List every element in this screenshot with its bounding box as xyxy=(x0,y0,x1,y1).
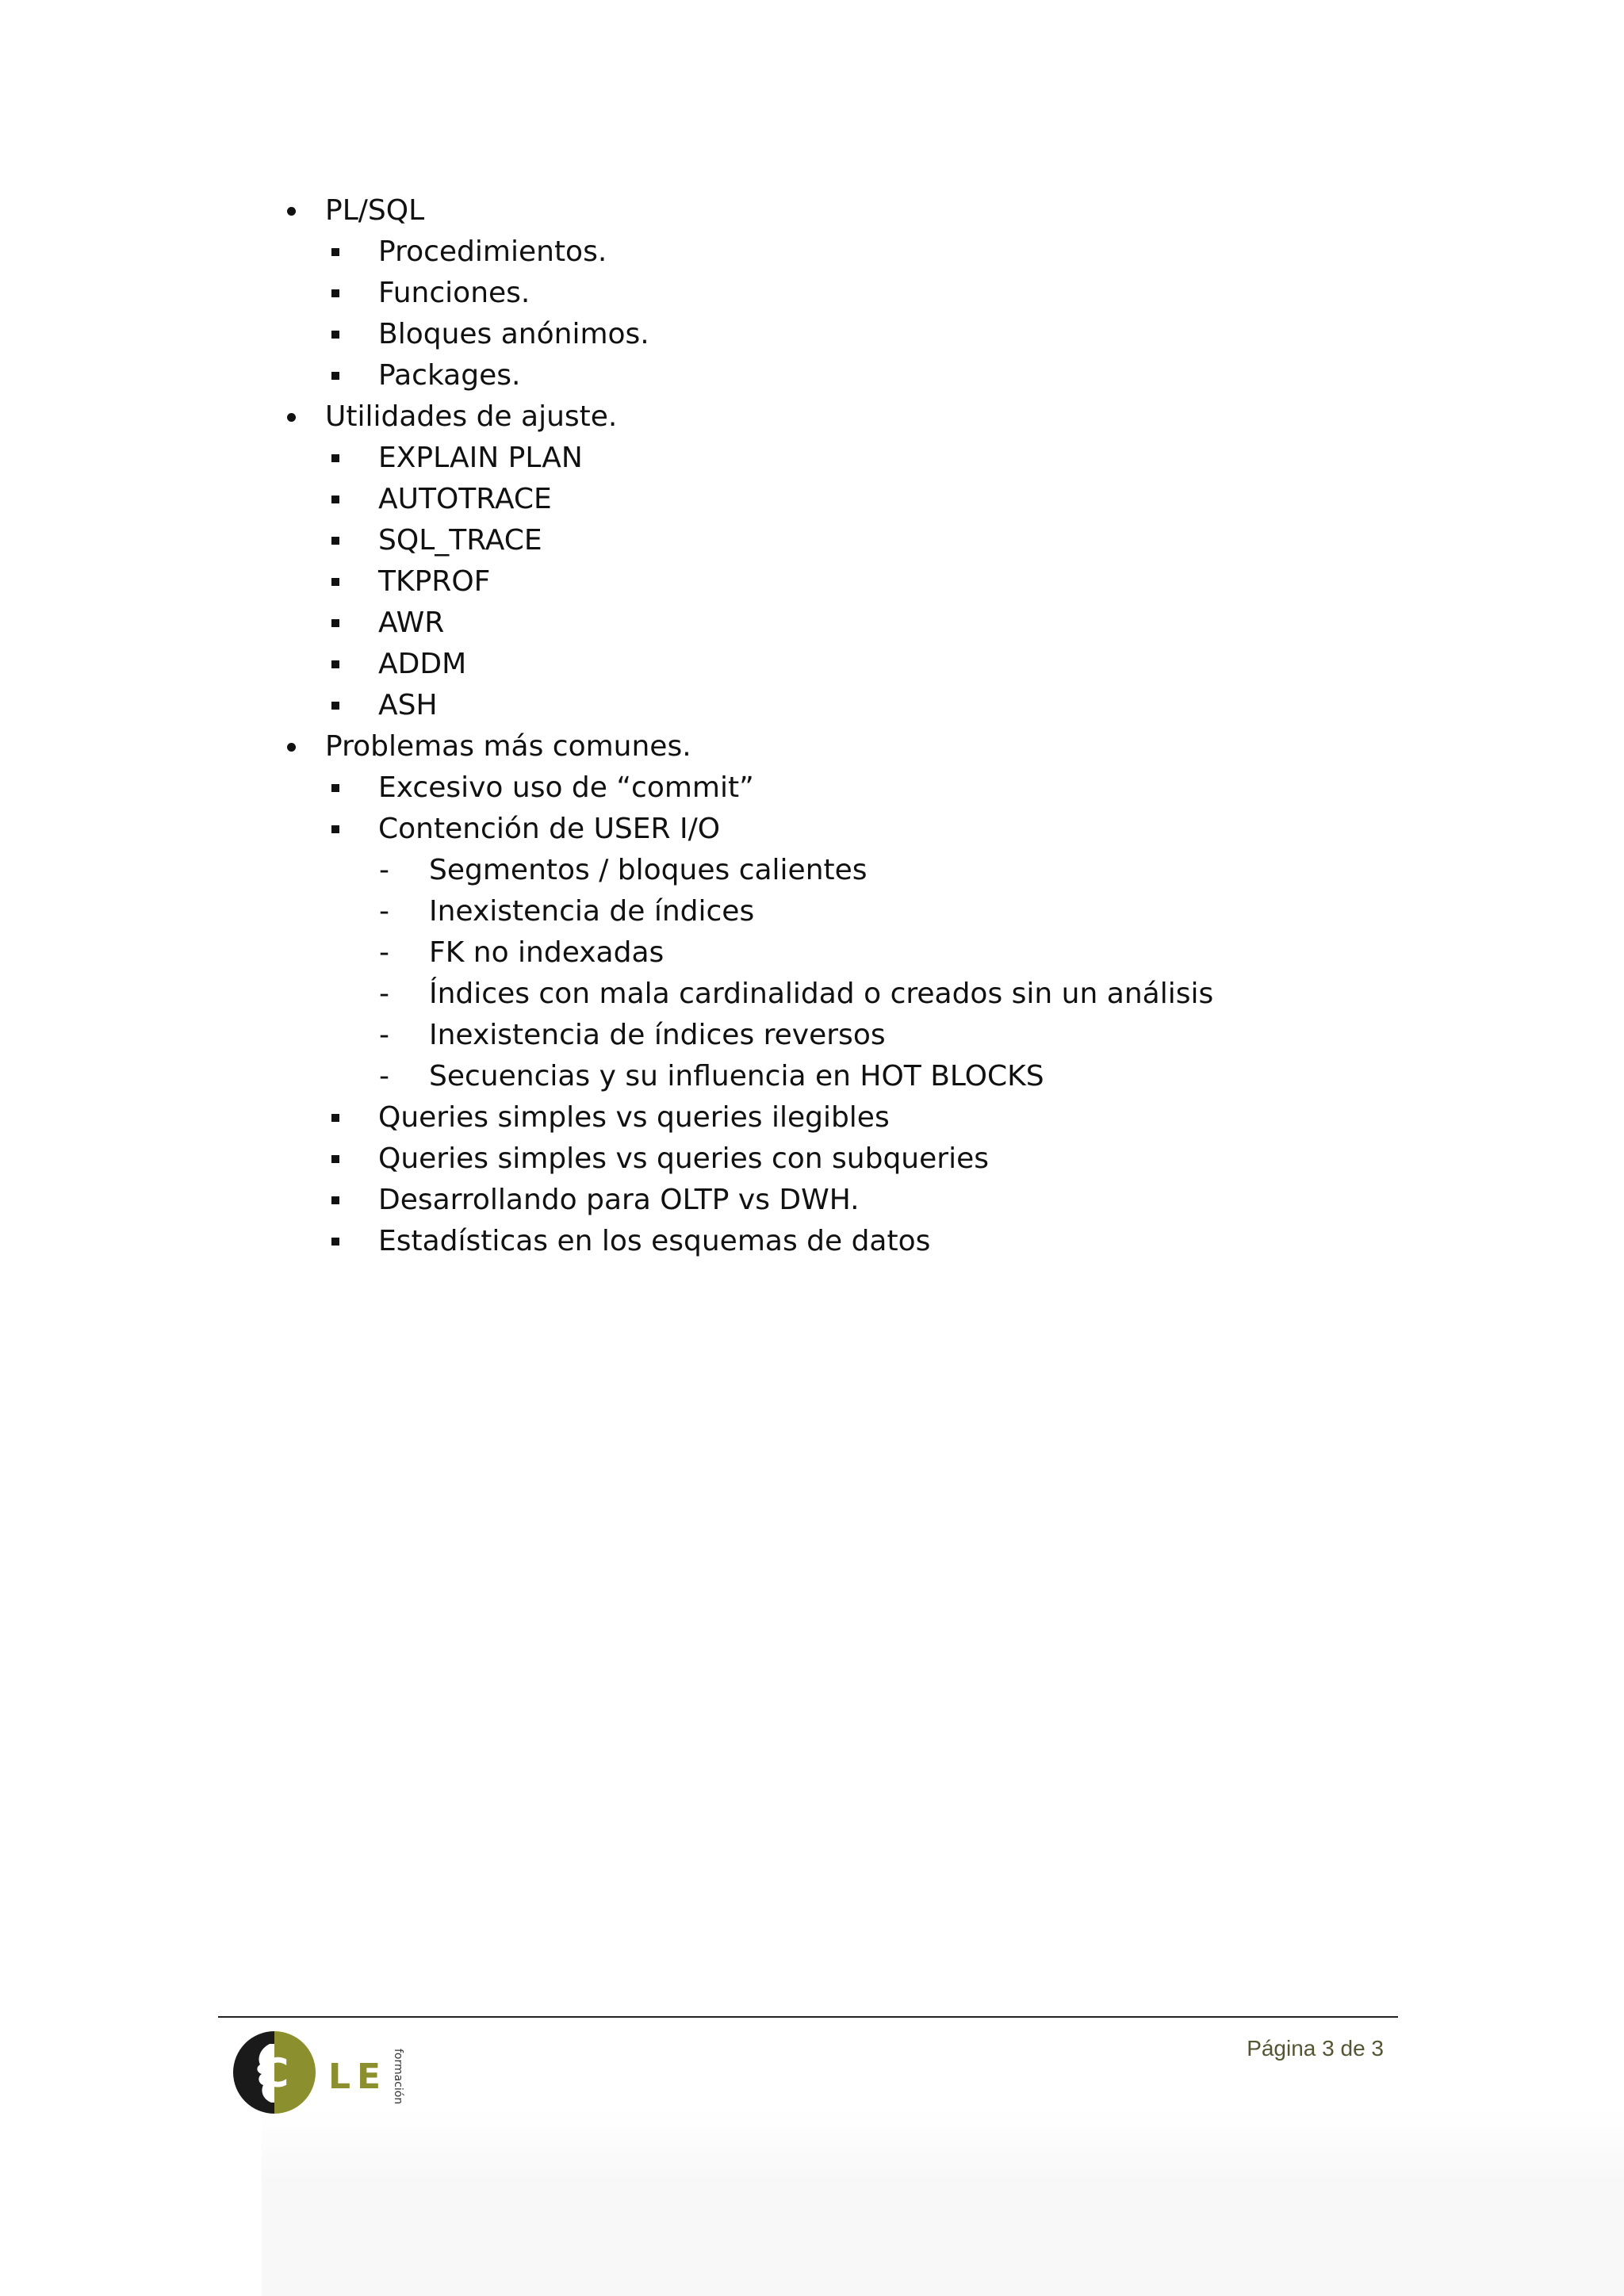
svg-text:formación: formación xyxy=(392,2049,404,2105)
bullet-square-icon xyxy=(331,784,339,792)
sub-list-item xyxy=(0,561,1624,603)
sub-list-item xyxy=(0,232,1624,273)
bullet-square-icon xyxy=(331,289,339,297)
list-item-text: Queries simples vs queries con subqueries xyxy=(378,1142,989,1175)
sub-list-item xyxy=(0,520,1624,561)
sub-list-item xyxy=(0,1221,1624,1262)
bullet-square-icon xyxy=(331,660,339,668)
cle-logo-icon xyxy=(230,2028,420,2117)
sub-sub-list-item xyxy=(0,891,1624,932)
dash-icon: - xyxy=(379,936,389,969)
bullet-square-icon xyxy=(331,619,339,627)
dash-icon: - xyxy=(379,978,389,1010)
list-item-text: AWR xyxy=(378,607,445,639)
page-number: Página 3 de 3 xyxy=(1247,2036,1384,2061)
bullet-square-icon xyxy=(331,248,339,256)
sub-list-item xyxy=(0,685,1624,726)
list-item-text: ADDM xyxy=(378,648,467,680)
list-item xyxy=(0,396,1624,438)
footer-divider xyxy=(218,2016,1398,2018)
bullet-square-icon xyxy=(331,1196,339,1204)
sub-list-item xyxy=(0,1138,1624,1180)
sub-list-item xyxy=(0,809,1624,850)
bullet-dot-icon xyxy=(287,207,296,216)
list-item-text: Packages. xyxy=(378,359,521,392)
list-item-text: TKPROF xyxy=(378,565,491,598)
dash-icon: - xyxy=(379,1060,389,1093)
sub-list-item xyxy=(0,355,1624,396)
sub-sub-list-item xyxy=(0,1015,1624,1056)
company-logo xyxy=(230,2028,420,2117)
list-item-text: Queries simples vs queries ilegibles xyxy=(378,1101,890,1134)
bullet-square-icon xyxy=(331,454,339,462)
sub-list-item xyxy=(0,603,1624,644)
list-item-text: Desarrollando para OLTP vs DWH. xyxy=(378,1184,860,1216)
list-item-text: EXPLAIN PLAN xyxy=(378,442,583,474)
sub-sub-list-item xyxy=(0,974,1624,1015)
list-item-text: Segmentos / bloques calientes xyxy=(429,854,868,886)
list-item xyxy=(0,190,1624,232)
list-item-text: Utilidades de ajuste. xyxy=(325,400,618,433)
bullet-square-icon xyxy=(331,1238,339,1246)
sub-list-item xyxy=(0,1180,1624,1221)
bullet-square-icon xyxy=(331,496,339,503)
list-item-text: FK no indexadas xyxy=(429,936,665,969)
list-item-text: Bloques anónimos. xyxy=(378,318,649,350)
list-item-text: PL/SQL xyxy=(325,194,425,227)
bullet-square-icon xyxy=(331,372,339,380)
bullet-dot-icon xyxy=(287,743,296,752)
svg-text:E: E xyxy=(357,2057,381,2097)
scan-shadow xyxy=(262,2109,1624,2296)
sub-list-item xyxy=(0,1097,1624,1138)
list-item-text: SQL_TRACE xyxy=(378,524,542,557)
list-item-text: AUTOTRACE xyxy=(378,483,552,515)
sub-list-item xyxy=(0,438,1624,479)
list-item-text: Estadísticas en los esquemas de datos xyxy=(378,1225,931,1257)
sub-list-item xyxy=(0,644,1624,685)
bullet-square-icon xyxy=(331,825,339,833)
sub-sub-list-item xyxy=(0,932,1624,974)
list-item-text: Procedimientos. xyxy=(378,235,607,268)
bullet-square-icon xyxy=(331,578,339,586)
list-item-text: Secuencias y su influencia en HOT BLOCKS xyxy=(429,1060,1044,1093)
svg-text:L: L xyxy=(328,2057,351,2097)
sub-list-item xyxy=(0,314,1624,355)
bullet-square-icon xyxy=(331,1155,339,1163)
list-item xyxy=(0,726,1624,767)
list-item-text: Contención de USER I/O xyxy=(378,813,721,845)
dash-icon: - xyxy=(379,895,389,928)
dash-icon: - xyxy=(379,1019,389,1051)
bullet-dot-icon xyxy=(287,413,296,422)
list-item-text: Funciones. xyxy=(378,277,530,309)
bullet-square-icon xyxy=(331,331,339,339)
list-item-text: Inexistencia de índices reversos xyxy=(429,1019,886,1051)
dash-icon: - xyxy=(379,854,389,886)
list-item-text: Excesivo uso de “commit” xyxy=(378,771,754,804)
list-item-text: ASH xyxy=(378,689,438,721)
bullet-square-icon xyxy=(331,1114,339,1122)
list-item-text: Índices con mala cardinalidad o creados sin un análisis xyxy=(429,978,1214,1010)
sub-list-item xyxy=(0,767,1624,809)
sub-list-item xyxy=(0,273,1624,314)
sub-sub-list-item xyxy=(0,1056,1624,1097)
bullet-square-icon xyxy=(331,537,339,545)
list-item-text: Inexistencia de índices xyxy=(429,895,755,928)
svg-text:C: C xyxy=(259,2050,289,2096)
list-item-text: Problemas más comunes. xyxy=(325,730,691,763)
bullet-square-icon xyxy=(331,702,339,710)
sub-list-item xyxy=(0,479,1624,520)
sub-sub-list-item xyxy=(0,850,1624,891)
